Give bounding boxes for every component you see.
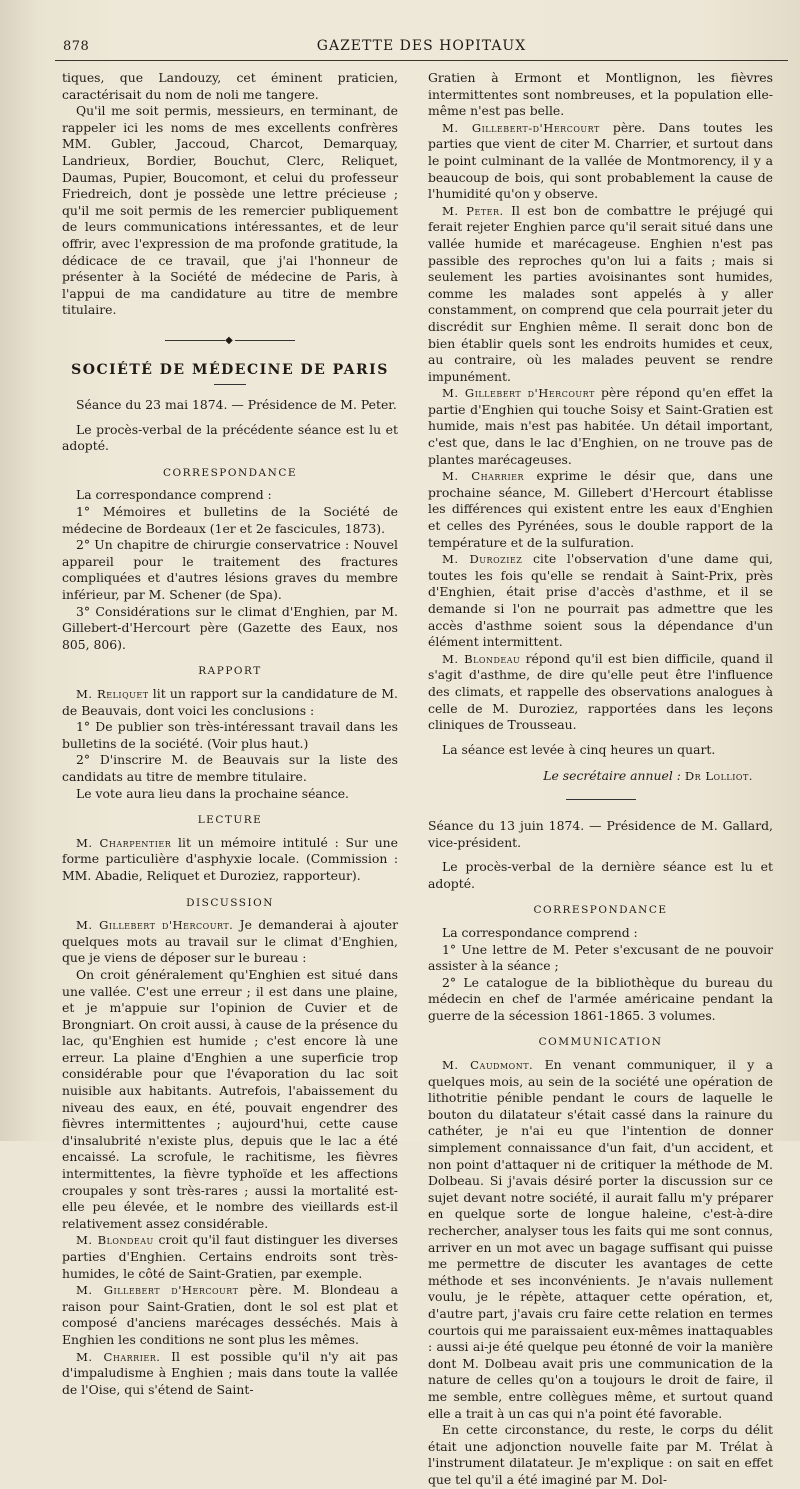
subsection-heading: DISCUSSION [186,896,274,909]
list-item: 1° Une lettre de M. Peter s'excusant de ne pouvoir assister à la séance ; [428,941,773,974]
paragraph [62,1232,398,1282]
paragraph: Gratien à Ermont et Montlignon, les fièvres intermittentes sont nombreuses, et la population elle-même n'est pas belle. [428,70,773,119]
speaker-name: M. Reliquet [76,687,149,701]
divider [566,799,636,800]
speech-text: En venant communiquer, il y a quelques mois, au sein de la société une opération de lithotritie pénible pendant le cours de laquelle le bouton du dilatateur s'était cassé dans la rainure du cathéter, je n'ai eu que l'intention de donner simplement connaissance d'un fait, d'un accident, et non point d'attaquer ni de critiquer la méthode de M. Dolbeau. Si j'avais désiré porter la discussion sur ce sujet devant notre société, il aurait fallu m'y préparer en quelque sorte de longue haleine, c'est-à-dire rechercher, analyser tous les faits qui me sont connus, arriver en un mot avec un bagage suffisant qui puisse me permettre de discuter les avantages de cette méthode et ses inconvénients. Je n'avais nullement voulu, je le répète, attaquer cette opération, et, d'autre part, j'avais cru faire cette relation en termes courtois qui me paraissaient eux-mêmes inattaquables : aussi ai-je été quelque peu étonné de voir la manière dont M. Dolbeau avait pris une communication de la nature de celles qu'on a toujours le droit de faire, il me semble, entre collègues même, et surtout quand elle a trait à un cas qui n'a point été favorable. [428,1057,773,1421]
divider [214,384,246,385]
page-header [55,36,788,61]
speech-text: Il est bon de combattre le préjugé qui ferait rejeter Enghien parce qu'il serait situé dans une vallée humide et marécageuse. Enghien n'est pas passible des reproches qu'on lui a faits ; mais si seulement les parties avoisinantes sont humides, comme les malades sont appelés à y aller constamment, on comprend que cela pourrait jeter du discrédit sur Enghien même. Il serait donc bon de bien établir quels sont les endroits humides et ceux, au contraire, où les malades peuvent se rendre impunément. [428,202,773,384]
paragraph [428,551,773,651]
paragraph [62,835,398,885]
paragraph: Le procès-verbal de la précédente séance est lu et adopté. [62,421,398,454]
section-title: SOCIÉTÉ DE MÉDECINE DE PARIS [71,361,389,378]
speech-text: répond qu'il est bien difficile, quand il s'agit d'asthme, de dire qu'elle peut être l'influence des climats, et rappelle des observations analogues à celle de M. Duroziez, rapportées dans les leçons cliniques de Trousseau. [428,650,774,733]
speaker-name: M. Duroziez [442,552,523,567]
list-item: 1° Mémoires et bulletins de la Société de médecine de Bordeaux (1er et 2e fascicules, 1873). [62,504,398,536]
speech-text: exprime le désir que, dans une prochaine séance, M. Gillebert d'Hercourt établisse les différences qui existent entre les eaux d'Enghien et celles des Pyrénées, sous le double rapport de la température et de la sulfuration. [428,468,774,550]
paragraph: tiques, que Landouzy, cet éminent praticien, caractérisait du nom de noli me tangere. [62,70,398,102]
speech-text: cite l'observation d'une dame qui, toutes les fois qu'elle se rendait à Saint-Prix, près d'Enghien, était prise d'accès d'asthme, et il se demande si l'on ne pourrait pas admettre que les accès d'asthme soient sous la dépendance d'un élément intermittent. [428,551,773,650]
paragraph: En cette circonstance, du reste, le corps du délit était une adjonction nouvelle faite par M. Trélat à l'instrument dilatateur. Je m'explique : on sait en effet que tel qu'il a été imaginé par M. Dol- [428,1422,773,1487]
speech-text: Je demanderai à ajouter quelques mots au travail sur le climat d'Enghien, que je viens de déposer sur le bureau : [62,917,399,966]
list-item: 2° D'inscrire M. de Beauvais sur la liste des candidats au titre de membre titulaire. [62,752,398,784]
speaker-name: M. Gillebert d'Hercourt [442,386,595,401]
paragraph [428,1057,773,1422]
seance-line: Séance du 23 mai 1874. — Présidence de M. Peter. [76,397,397,413]
signature-label: Le secrétaire annuel : [543,768,681,784]
list-item: 2° Un chapitre de chirurgie conservatrice : Nouvel appareil pour le traitement des fractures compliquées et d'autres lésions graves du membre inférieur, par M. Schener (de Spa). [62,537,398,603]
speech-text: Il est possible qu'il n'y ait pas d'impaludisme à Enghien ; mais dans toute la vallée de l'Oise, qui s'étend de Saint- [62,1348,398,1397]
paragraph: On croit généralement qu'Enghien est situé dans une vallée. C'est une erreur ; il est dans une plaine, et je m'appuie sur l'opinion de Cuvier et de Brongniart. On croit aussi, à cause de la présence du lac, qu'Enghien est humide ; c'est encore là une erreur. La plaine d'Enghien a une superficie trop considérable pour que l'évaporation du lac soit nuisible aux habitants. Autrefois, l'abaissement du niveau des eaux, en été, pouvait engendrer des fièvres intermittentes ; aujourd'hui, cette cause d'insalubrité n'existe plus, depuis que le lac a été encaissé. La scrofule, le rachitisme, les fièvres intermittentes, la fièvre typhoïde et les affections croupales y sont très-rares ; aussi la mortalité est-elle peu élevée, et le nombre des vieillards est-il relativement assez considérable. [62,966,398,1231]
paragraph: La correspondance comprend : [442,924,638,940]
paragraph [428,468,773,551]
paragraph: Le vote aura lieu dans la prochaine séance. [76,785,349,801]
signature-name: Dr Lolliot. [684,769,753,784]
paragraph [62,917,398,967]
speaker-name: M. Charrier. [76,1349,161,1364]
subsection-heading: CORRESPONDANCE [162,466,298,479]
list-item: 1° De publier son très-intéressant travail dans les bulletins de la société. (Voir plus haut.) [62,719,398,751]
speech-text: lit un rapport sur la candidature de M. de Beauvais, dont voici les conclusions : [62,686,398,718]
paragraph [62,686,398,719]
subsection-heading: CORRESPONDANCE [533,904,668,917]
signature-line [428,768,773,785]
speech-text: père. M. Blondeau a raison pour Saint-Gratien, dont le sol est plat et composé d'anciens marécages desséchés. Mais à Enghien les conditions ne sont plus les mêmes. [62,1282,399,1347]
speaker-name: M. Caudmont. [442,1058,534,1073]
paragraph: Qu'il me soit permis, messieurs, en terminant, de rappeler ici les noms de mes excellents confrères MM. Gubler, Jaccoud, Charcot, Demarquay, Landrieux, Bordier, Bouchut, Clerc, Reliquet, Daumas, Pupier, Boucomont, et celui du professeur Friedreich, dont je possède une lettre précieuse ; qu'il me soit permis de les remercier publiquement de leurs communications intéressantes, et de leur offrir, avec l'expression de ma profonde gratitude, la dédicace de ce travail, que j'ai l'honneur de présenter à la Société de médecine de Paris, à l'appui de ma candidature au titre de membre titulaire. [62,103,398,318]
speaker-name: M. Blondeau [76,1233,154,1248]
paragraph [428,120,773,203]
left-column [62,70,398,1398]
list-item: 2° Le catalogue de la bibliothèque du bureau du médecin en chef de l'armée américaine pendant la guerre de la sécession 1861-1865. 3 volumes. [428,974,773,1023]
paragraph: La correspondance comprend : [76,487,272,503]
speech-text: père répond qu'en effet la partie d'Enghien qui touche Soisy et Saint-Gratien est humide, mais n'est pas habitée. Un détail important, c'est que, dans le lac d'Enghien, on ne trouve pas de plantes marécageuses. [428,385,774,467]
speaker-name: M. Gillebert d'Hercourt [76,1283,239,1298]
paragraph: Le procès-verbal de la dernière séance est lu et adopté. [428,859,773,891]
speech-text: père. Dans toutes les parties que vient de citer M. Charrier, et surtout dans le point culminant de la vallée de Montmorency, il y a beaucoup de bois, qui sont probablement la cause de l'humidité qu'on y observe. [428,119,773,202]
ornament-divider: ◆ [62,333,398,350]
paragraph: La séance est levée à cinq heures un quart. [442,741,716,757]
paragraph [62,1349,398,1399]
speech-text: lit un mémoire intitulé : Sur une forme particulière d'asphyxie locale. (Commission : MM. Abadie, Reliquet et Duroziez, rapporteur). [62,834,398,883]
page-number: 878 [63,39,90,54]
paragraph [428,385,773,468]
speaker-name: M. Charrier [442,469,524,484]
subsection-heading: LECTURE [197,814,263,827]
list-item: 3° Considérations sur le climat d'Enghien, par M. Gillebert-d'Hercourt père (Gazette des Eaux, nos 805, 806). [62,603,398,652]
seance-line: Séance du 13 juin 1874. — Présidence de M. Gallard, vice-président. [428,817,773,850]
speaker-name: M. Gillebert-d'Hercourt [442,120,600,135]
paragraph [428,203,773,386]
right-column [428,70,773,1489]
subsection-heading: COMMUNICATION [538,1036,663,1049]
subsection-heading: RAPPORT [198,665,262,678]
running-title: GAZETTE DES HOPITAUX [316,38,527,54]
speaker-name: M. Gillebert d'Hercourt. [76,918,234,933]
speaker-name: M. Charpentier [76,835,172,850]
speaker-name: M. Blondeau [442,651,521,666]
paragraph [428,651,773,734]
paragraph [62,1282,398,1348]
speech-text: croit qu'il faut distinguer les diverses parties d'Enghien. Certains endroits sont très-humides, le côté de Saint-Gratien, par exemple. [62,1232,399,1281]
speaker-name: M. Peter. [442,203,504,218]
